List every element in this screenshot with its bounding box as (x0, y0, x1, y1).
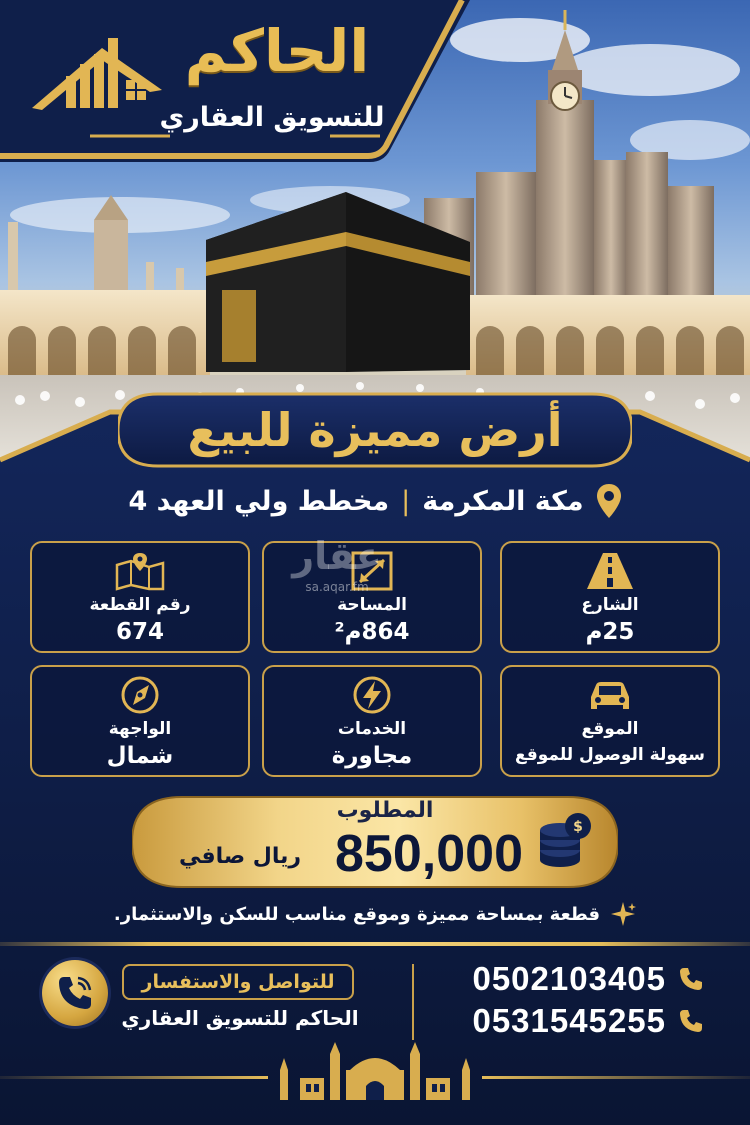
contact-divider-line (0, 942, 750, 946)
logo-banner (0, 0, 470, 165)
card-area-label: المساحة (337, 595, 407, 615)
price-label: المطلوب (336, 798, 434, 823)
footer-line-left (0, 1076, 268, 1079)
card-facade (30, 665, 250, 777)
phone-number-1[interactable]: 0502103405 (472, 960, 666, 997)
watermark-url: sa.aqar.fm (305, 580, 369, 594)
logo-title: الحاكم (184, 17, 370, 85)
card-services-label: الخدمات (337, 719, 407, 739)
contact-company: الحاكم للتسويق العقاري (121, 1006, 359, 1030)
footer-line-right (482, 1076, 750, 1079)
phone-row-1[interactable] (414, 958, 704, 1000)
call-icon (54, 972, 96, 1014)
card-area (262, 541, 482, 653)
compass-icon (115, 675, 165, 715)
watermark-text: عقار (292, 534, 382, 578)
price-unit: ريال صافي (178, 844, 302, 869)
phone-row-2[interactable] (414, 1000, 704, 1042)
lightning-icon (347, 675, 397, 715)
phone-icon (678, 1008, 704, 1034)
phone-icon (678, 966, 704, 992)
location-separator: | (401, 485, 411, 517)
card-street-value: 25م (585, 619, 635, 645)
card-services (262, 665, 482, 777)
location-plan: مخطط ولي العهد 4 (128, 485, 390, 517)
mosque-skyline-icon (270, 1040, 480, 1102)
card-plot-label: رقم القطعة (89, 595, 191, 615)
card-site-value: سهولة الوصول للموقع (515, 745, 705, 765)
headline: أرض مميزة للبيع (187, 403, 563, 457)
tagline: قطعة بمساحة مميزة وموقع مناسب للسكن والاستثمار. (113, 903, 601, 925)
card-area-value: 864م² (334, 619, 410, 645)
map-icon (115, 551, 165, 591)
logo-subtitle: للتسويق العقاري (159, 102, 385, 133)
coins-icon (534, 812, 594, 870)
card-plot (30, 541, 250, 653)
house-logo-icon (32, 28, 162, 118)
card-site-label: الموقع (581, 719, 639, 739)
road-icon (585, 551, 635, 591)
card-facade-label: الواجهة (108, 719, 172, 739)
card-services-value: مجاورة (331, 743, 413, 769)
location-row (80, 478, 670, 524)
location-city: مكة المكرمة (422, 485, 584, 517)
card-facade-value: شمال (106, 743, 174, 769)
card-plot-value: 674 (115, 619, 164, 645)
svg-text:$: $ (573, 819, 583, 835)
card-street (500, 541, 720, 653)
card-site (500, 665, 720, 777)
contact-tag: للتواصل والاستفسار (122, 964, 354, 1000)
price-value: 850,000 (335, 825, 523, 883)
card-street-label: الشارع (581, 595, 639, 615)
tagline-row (60, 896, 690, 932)
car-icon (585, 675, 635, 715)
location-pin-icon (596, 483, 622, 519)
sparkle-icon (610, 901, 636, 927)
phone-number-2[interactable]: 0531545255 (472, 1002, 666, 1039)
expand-icon (347, 551, 397, 591)
contact-vertical-divider (412, 964, 414, 1040)
